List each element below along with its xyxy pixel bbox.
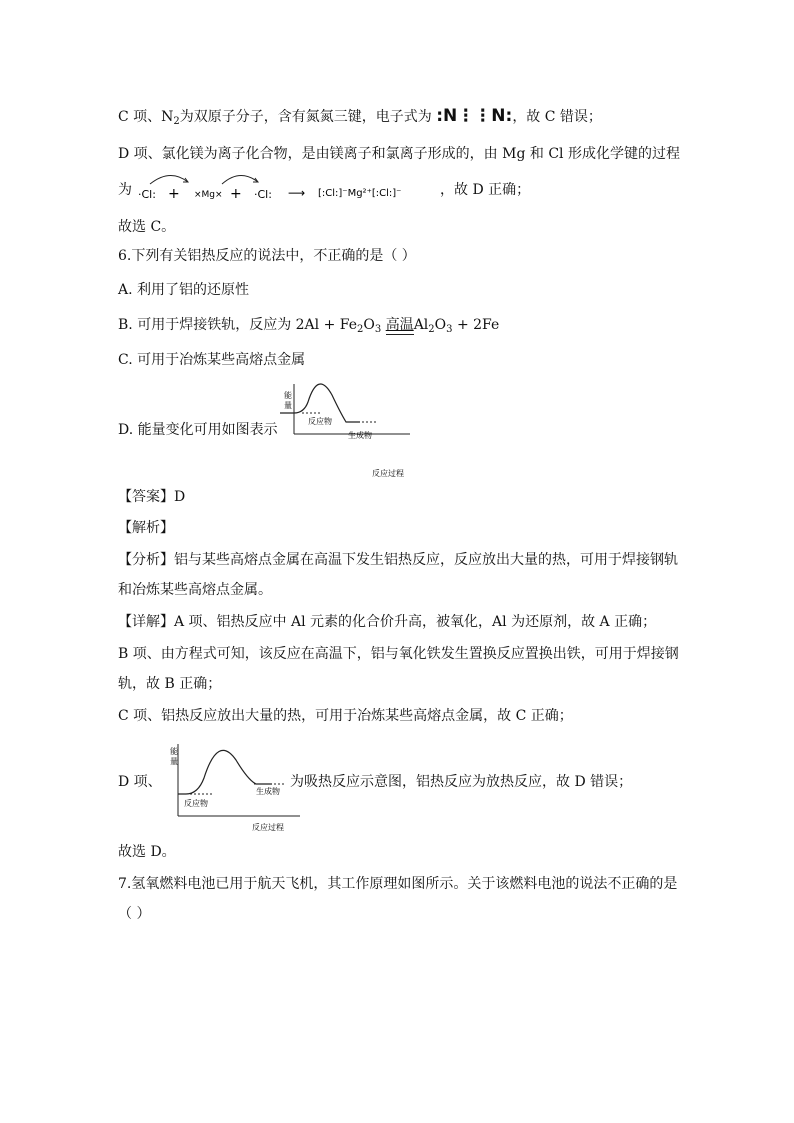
question7-stem-2: （ ） [118,906,151,922]
reaction-condition [386,315,414,335]
n2-electron-formula: :N⋮⋮N: [436,106,513,126]
d-item-line2-prefix: 为 [118,182,132,198]
cl-left-atom: ·Cl: [138,188,156,201]
option-b-sub4: 3 [446,324,453,335]
option-b-mid2: Al [413,317,429,333]
xiangjie-c: C 项、铝热反应放出大量的热，可用于冶炼某些高熔点金属，故 C 正确； [118,708,573,724]
question6-stem: 6.下列有关铝热反应的说法中，不正确的是（ ） [118,248,416,264]
x-axis-label-b: 反应过程 [252,823,284,832]
energy-diagram-explanation [168,738,308,838]
c-item-suffix: ，故 C 错误； [512,109,602,125]
y-axis-label-1-b: 能 [170,747,178,756]
option-b-prefix: B. 可用于焊接铁轨，反应为 2Al + Fe [118,317,357,333]
reactant-label: 反应物 [308,417,332,426]
plus-sign-2: + [230,186,242,202]
xiangjie-d-prefix: D 项、 [118,774,162,790]
option-b-sub3: 2 [428,324,435,335]
cl-right-atom: ·Cl: [254,188,272,201]
d-item-line2-suffix: ，故 D 正确； [440,182,531,198]
reactant-label-b: 反应物 [184,799,208,808]
answer-choose-d: 故选 D。 [118,844,176,860]
mgcl2-formation-diagram [130,168,450,208]
c-item-line [118,106,602,132]
fenxi-line1: 【分析】铝与某些高熔点金属在高温下发生铝热反应，反应放出大量的热，可用于焊接钢轨 [118,552,678,568]
option-b-sub1: 2 [357,324,364,335]
option-b-mid3: O [434,317,447,333]
c-item-sub: 2 [173,116,180,127]
answer-q5-choose: 故选 C。 [118,219,176,235]
xiangjie-b1: B 项、由方程式可知，该反应在高温下，铝与氧化铁发生置换反应置换出铁，可用于焊接钢 [118,646,679,662]
option-b-sub2: 3 [374,324,382,335]
mg-atom: ×Mg× [194,190,223,200]
question7-stem-1: 7.氢氧燃料电池已用于航天飞机，其工作原理如图所示。关于该燃料电池的说法不正确的是 [118,876,678,892]
d-item-line1: D 项、氯化镁为离子化合物，是由镁离子和氯离子形成的，由 Mg 和 Cl 形成化学键的过程 [118,146,680,162]
option-b-suffix: + 2Fe [452,317,500,333]
plus-sign-1: + [168,186,180,202]
y-axis-label-2-b: 量 [170,757,178,766]
product-label-b: 生成物 [256,787,280,796]
question6-option-b [118,315,499,340]
xiangjie-d-suffix: 为吸热反应示意图，铝热反应为放热反应，故 D 错误； [290,774,633,790]
option-b-mid1: O [363,317,375,333]
c-item-middle: 为双原子分子，含有氮氮三键，电子式为 [179,109,432,125]
analysis-title: 【解析】 [118,520,174,536]
condition-high-temp: 高温 [385,317,414,333]
c-item-prefix: C 项、N [118,109,174,125]
question6-option-a: A. 利用了铝的还原性 [118,282,250,298]
product-label: 生成物 [348,431,372,440]
question6-option-c: C. 可用于冶炼某些高熔点金属 [118,352,306,368]
energy-diagram-option-d [280,380,420,480]
x-axis-label: 反应过程 [372,469,404,478]
xiangjie-a: 【详解】A 项、铝热反应中 Al 元素的化合价升高，被氧化，Al 为还原剂，故 A 正确； [118,614,657,630]
y-axis-label-2: 量 [284,401,292,410]
mgcl2-product: [:Cl:]⁻Mg²⁺[:Cl:]⁻ [318,188,402,199]
answer-label: 【答案】D [118,489,186,505]
question6-option-d: D. 能量变化可用如图表示 [118,422,278,438]
fenxi-line2: 和冶炼某些高熔点金属。 [118,582,272,598]
reaction-arrow: ⟶ [288,186,306,200]
y-axis-label-1: 能 [284,391,292,400]
xiangjie-b2: 轨，故 B 正确； [118,676,222,692]
